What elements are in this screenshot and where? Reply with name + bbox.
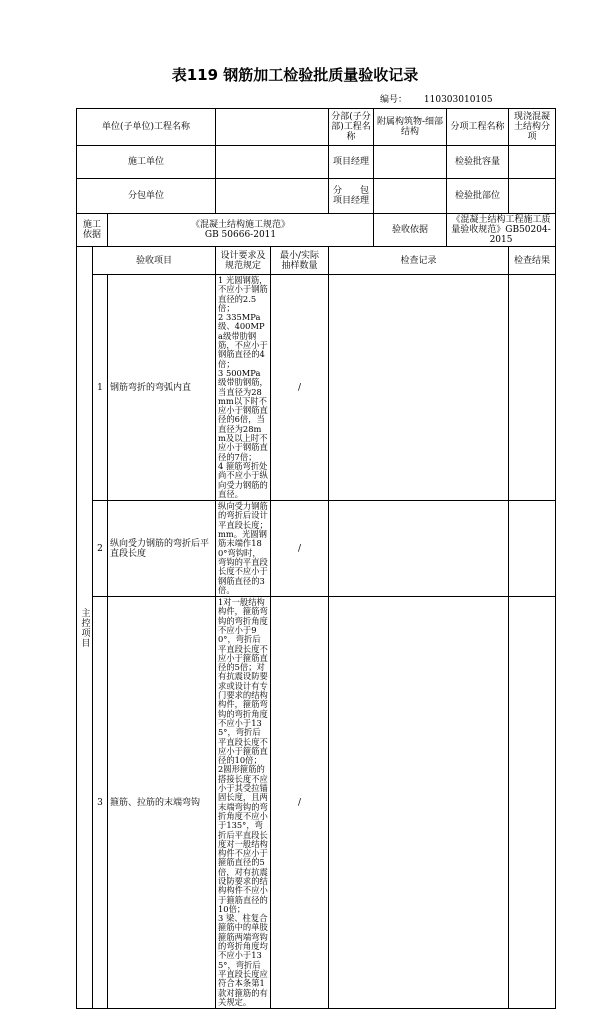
- row-sample: /: [271, 275, 329, 501]
- batch-capacity-value[interactable]: [509, 146, 556, 179]
- header-row-basis: [77, 214, 556, 247]
- row-record[interactable]: [329, 275, 509, 501]
- row-sample: /: [271, 597, 329, 1009]
- table-row: [77, 501, 556, 597]
- subcontract-manager-label: 分 包 项目经理: [329, 179, 374, 214]
- subitem-label: 分项工程名称: [447, 109, 509, 146]
- col-requirement: 设计要求及 规范规定: [216, 247, 271, 275]
- row-item-name: 纵向受力钢筋的弯折后平直段长度: [108, 501, 216, 597]
- project-manager-value[interactable]: [374, 146, 447, 179]
- col-sample: 最小/实际 抽样数量: [271, 247, 329, 275]
- unit-name-label: 单位(子单位)工程名称: [77, 109, 216, 146]
- row-number: 3: [93, 597, 108, 1009]
- subcontract-manager-value[interactable]: [374, 179, 447, 214]
- row-result[interactable]: [509, 597, 556, 1009]
- construction-basis-label: 施工依据: [77, 214, 108, 247]
- acceptance-basis-value: 《混凝土结构工程施工质量验收规范》GB50204-2015: [447, 214, 556, 247]
- row-requirement: 1对一般结构构件，箍筋弯钩的弯折角度不应小于90°，弯折后平直段长度不应小于箍筋直径的5倍；对有抗震设防要求或设计有专门要求的结构构件，箍筋弯钩的弯折角度不应小于135°，弯折后平直段长度不应小于箍筋直径的10倍； 2圆形箍筋的搭接长度不应小于其受拉锚固长度，且两末端弯钩的弯折角度不应小于135°，弯折后平直段长度对一般结构构件不应小于箍筋直径的5倍，对有抗震设防要求的结构构件不应小于箍筋直径的10倍； 3 梁、柱复合箍筋中的单肢箍筋两端弯钩的弯折角度均不应小于135°，弯折后平直段长度应符合本条第1款对箍筋的有关规定。: [216, 597, 271, 1009]
- inspection-record-table: [76, 108, 556, 1009]
- subcontract-unit-label: 分包单位: [77, 179, 216, 214]
- main-control-label: 主控项目: [77, 247, 93, 1009]
- code-label: 编号：: [380, 95, 408, 105]
- project-manager-label: 项目经理: [329, 146, 374, 179]
- row-number: 1: [93, 275, 108, 501]
- row-result[interactable]: [509, 275, 556, 501]
- subdivision-label: 分部(子分部)工程名称: [329, 109, 374, 146]
- table-row: [77, 275, 556, 501]
- row-record[interactable]: [329, 597, 509, 1009]
- unit-name-value[interactable]: [216, 109, 329, 146]
- batch-location-value[interactable]: [509, 179, 556, 214]
- col-item: 验收项目: [93, 247, 216, 275]
- subcontract-unit-value[interactable]: [216, 179, 329, 214]
- row-requirement: 纵向受力钢筋的弯折后设计平直段长度；mm。光圆钢筋末端作180°弯钩时，弯钩的平直段长度不应小于钢筋直径的3倍。: [216, 501, 271, 597]
- construction-unit-label: 施工单位: [77, 146, 216, 179]
- construction-basis-value: 《混凝土结构施工规范》 GB 50666-2011: [108, 214, 374, 247]
- batch-capacity-label: 检验批容量: [447, 146, 509, 179]
- subitem-value: 现浇混凝土结构分项: [509, 109, 556, 146]
- header-row-project: [77, 109, 556, 146]
- record-code: [380, 92, 493, 105]
- acceptance-basis-label: 验收依据: [374, 214, 447, 247]
- code-value: 110303010105: [423, 95, 493, 105]
- subdivision-value: 附属构筑物-细部结构: [374, 109, 447, 146]
- col-record: 检查记录: [329, 247, 509, 275]
- header-row-subcontract: [77, 179, 556, 214]
- header-row-construction: [77, 146, 556, 179]
- table-row: [77, 597, 556, 1009]
- batch-location-label: 检验批部位: [447, 179, 509, 214]
- row-record[interactable]: [329, 501, 509, 597]
- row-item-name: 钢筋弯折的弯弧内直: [108, 275, 216, 501]
- row-sample: /: [271, 501, 329, 597]
- row-item-name: 箍筋、拉筋的末端弯钩: [108, 597, 216, 1009]
- page-title: 表119 钢筋加工检验批质量验收记录: [171, 66, 419, 84]
- column-header-row: [77, 247, 556, 275]
- col-result: 检查结果: [509, 247, 556, 275]
- construction-unit-value[interactable]: [216, 146, 329, 179]
- row-number: 2: [93, 501, 108, 597]
- row-requirement: 1 光圆钢筋，不应小于钢筋直径的2.5倍； 2 335MPa级、400MPa级带肋钢筋，不应小于钢筋直径的4倍； 3 500MPa级带肋钢筋，当直径为28mm以下时不应小于钢筋直径的6倍，当直径为28mm及以上时不应小于钢筋直径的7倍； 4 箍筋弯折处尚不应小于纵向受力钢筋的直径。: [216, 275, 271, 501]
- row-result[interactable]: [509, 501, 556, 597]
